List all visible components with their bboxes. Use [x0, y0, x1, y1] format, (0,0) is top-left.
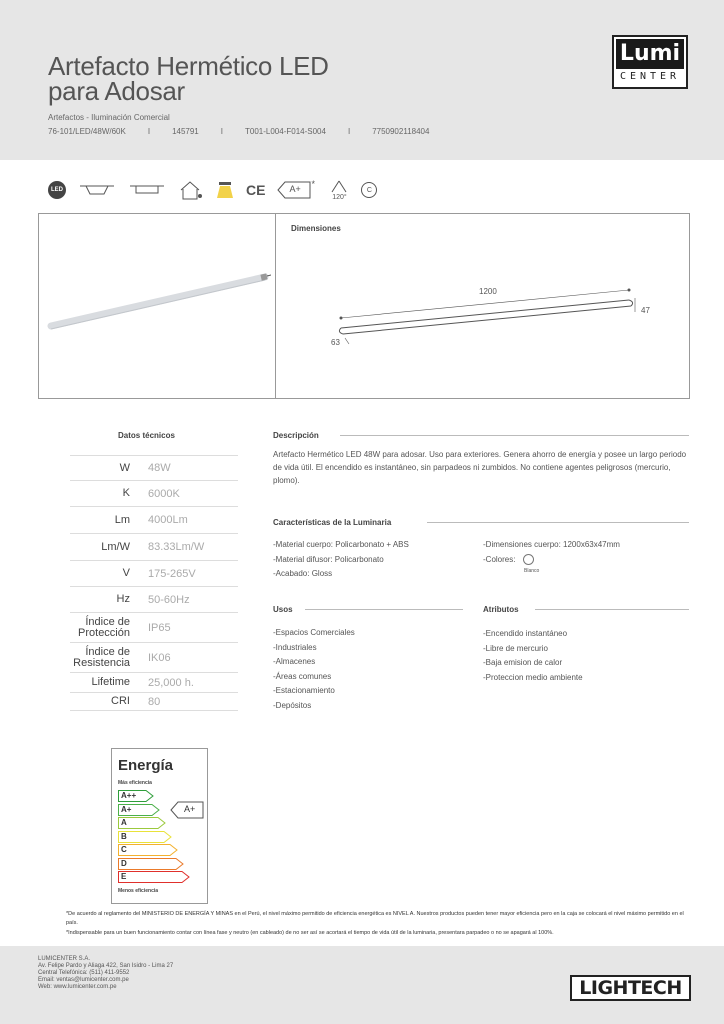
energy-title: Energía — [118, 757, 174, 774]
tech-row — [70, 643, 238, 673]
energy-class-bar — [118, 871, 190, 883]
product-title-line2: para Adosar — [48, 76, 185, 106]
company-info — [38, 956, 173, 991]
beam-angle-icon — [329, 180, 349, 201]
tech-key: W — [119, 461, 130, 474]
code-separator: I — [220, 127, 223, 136]
company-web: Web: www.lumicenter.com.pe — [38, 984, 117, 990]
c-mark-label: C — [366, 186, 372, 194]
product-code: 76-101/LED/48W/60K — [48, 127, 126, 136]
energy-class-bar — [118, 817, 166, 829]
description-title: Descripción — [273, 431, 319, 440]
energy-class-label: A++ — [121, 791, 137, 800]
features-rule — [427, 522, 689, 523]
footnote: *De acuerdo al reglamento del MINISTERIO DE ENERGÍA Y MINAS en el Perú, el nivel máximo permitido de eficiencia energética es NIVEL A. Nuestros productos pueden tener mayor eficiencia pero en la caja se colocará el nivel máximo permitido en el país. — [66, 911, 684, 926]
atributo-item: -Libre de mercurio — [483, 643, 548, 653]
feature-item: -Acabado: Gloss — [273, 569, 333, 578]
atributo-item: -Proteccion medio ambiente — [483, 672, 583, 682]
energy-bottom-label: Menos eficiencia — [118, 888, 159, 894]
feature-item: -Material cuerpo: Policarbonato + ABS — [273, 540, 409, 549]
energy-label-box — [111, 748, 208, 904]
atributos-title: Atributos — [483, 605, 519, 614]
tech-row — [70, 507, 238, 534]
lumicenter-logo — [612, 35, 688, 89]
feature-item: -Material difusor: Policarbonato — [273, 554, 384, 564]
energy-bars — [118, 790, 178, 888]
energy-class-label: A+ — [289, 184, 301, 194]
atributo-item: -Encendido instantáneo — [483, 629, 568, 638]
energy-class-label: C — [121, 845, 127, 854]
tech-value: 50-60Hz — [148, 593, 190, 606]
tech-row — [70, 693, 238, 711]
lightech-brand: LIGHTECH — [579, 977, 682, 999]
footnote: *Indispensable para un buen funcionamiento contar con línea fase y neutro (en cableado) de no ser así se acortará el tiempo de vida útil de la luminaria, presentara parpadeo o no se apagará al 100%. — [66, 930, 554, 936]
company-email: Email: ventas@lumicenter.com.pe — [38, 977, 129, 983]
tech-row — [70, 613, 238, 643]
atributo-item: -Baja emision de calor — [483, 658, 563, 667]
dimension-drawing — [329, 280, 669, 350]
energy-rating-arrow — [170, 801, 204, 819]
tech-data-title: Datos técnicos — [118, 431, 175, 440]
footnotes — [66, 910, 696, 938]
uso-item: -Espacios Comerciales — [273, 628, 355, 637]
color-swatch-white — [523, 554, 534, 565]
product-category: Artefactos - Iluminación Comercial — [48, 113, 170, 122]
code-separator: I — [147, 127, 151, 136]
uso-item: -Depósitos — [273, 700, 312, 710]
description-rule — [340, 435, 689, 436]
feature-item — [483, 553, 620, 568]
led-badge-icon: LED — [48, 181, 66, 199]
company-name: LUMICENTER S.A. — [38, 956, 91, 962]
product-title — [48, 51, 329, 106]
usos-title: Usos — [273, 605, 293, 614]
product-codes — [48, 127, 451, 136]
tech-row — [70, 455, 238, 481]
energy-class-bar — [118, 804, 160, 816]
product-barcode: 7750902118404 — [372, 127, 430, 136]
color-name: Blanco — [524, 568, 540, 574]
energy-class-label: B — [121, 831, 127, 841]
product-title-line1: Artefacto Hermético LED — [48, 51, 329, 81]
features-title: Características de la Luminaria — [273, 518, 392, 527]
description-text: Artefacto Hermético LED 48W para adosar. Uso para exteriores. Genera ahorro de energía y posee un largo periodo de vida útil. El encendido es instantáneo, sin parpadeos ni zumbidos. No contiene agentes peligrosos (mercurio, plomo). — [273, 450, 687, 485]
energy-class-bar — [118, 790, 154, 802]
outdoor-home-icon — [178, 179, 204, 201]
energy-class-bar — [118, 831, 172, 843]
energy-top-label: Más eficiencia — [118, 780, 152, 786]
tech-key: CRI — [111, 695, 130, 707]
logo-top: Lumi — [616, 39, 684, 69]
tech-row — [70, 534, 238, 561]
tech-row — [70, 481, 238, 507]
colors-label: -Colores: — [483, 554, 516, 564]
tech-value: 175-265V — [148, 567, 196, 580]
footer-band — [0, 946, 724, 1024]
tech-value: IK06 — [148, 651, 171, 664]
atributos-rule — [535, 609, 689, 610]
features-left-list — [273, 538, 409, 582]
tech-value: 83.33Lm/W — [148, 541, 205, 553]
tech-key: K — [122, 487, 130, 499]
company-phone: Central Telefónica: (511) 411-9552 — [38, 970, 130, 976]
lightech-logo — [570, 975, 691, 1001]
dimensions-label: Dimensiones — [291, 224, 341, 233]
energy-class-label: E — [121, 872, 127, 881]
energy-class-label: A — [121, 818, 127, 827]
energy-class-label: D — [121, 858, 127, 868]
tech-key: Lifetime — [91, 676, 130, 688]
features-right-list — [483, 538, 620, 567]
tech-value: 6000K — [148, 487, 180, 500]
c-mark-icon — [361, 182, 377, 198]
code-separator: I — [347, 127, 351, 136]
tech-value: 4000Lm — [148, 514, 188, 526]
beam-angle-label: 120° — [332, 193, 347, 201]
product-photo — [45, 264, 271, 344]
uso-item: -Áreas comunes — [273, 671, 332, 681]
atributos-list — [483, 627, 583, 685]
tech-row — [70, 587, 238, 613]
tech-data-table — [70, 455, 238, 711]
usos-rule — [305, 609, 463, 610]
dimension-length: 1200 — [479, 287, 497, 296]
panel-divider — [275, 214, 276, 398]
tech-value: 48W — [148, 462, 171, 474]
tech-key: V — [122, 567, 130, 579]
surface-mount-icon — [128, 183, 166, 197]
tech-key: Lm — [114, 513, 130, 526]
dimension-width: 63 — [331, 338, 340, 347]
tech-value: 25,000 h. — [148, 676, 194, 689]
light-beam-icon — [216, 180, 234, 200]
uso-item: -Industriales — [273, 642, 317, 652]
tech-row — [70, 673, 238, 693]
product-id: 145791 — [172, 127, 199, 136]
energy-class-bar — [118, 844, 178, 856]
product-image-panel — [38, 213, 690, 399]
uso-item: -Almacenes — [273, 657, 316, 666]
energy-class-label: A+ — [121, 804, 132, 814]
header-band — [0, 0, 724, 160]
energy-rating-label: A+ — [184, 804, 196, 814]
company-address: Av. Felipe Pardo y Aliaga 422, San Isidro - Lima 27 — [38, 963, 174, 969]
tech-row — [70, 561, 238, 587]
uso-item: -Estacionamiento — [273, 686, 335, 695]
ce-mark-icon: CE — [246, 182, 266, 198]
usos-list — [273, 626, 355, 713]
recessed-mount-icon — [78, 183, 116, 197]
logo-bottom: CENTER — [619, 71, 681, 82]
tech-key: Lm/W — [101, 540, 130, 553]
product-ref: T001-L004-F014-S004 — [245, 127, 326, 136]
tech-key: Índice de Resistencia — [73, 645, 130, 669]
feature-item: -Dimensiones cuerpo: 1200x63x47mm — [483, 540, 620, 549]
tech-value: 80 — [148, 695, 161, 708]
tech-key: Hz — [116, 593, 130, 605]
dimension-height: 47 — [641, 306, 650, 315]
tech-value: IP65 — [148, 621, 171, 634]
feature-icons-row — [48, 175, 377, 205]
energy-asterisk: * — [311, 179, 315, 189]
energy-class-icon — [277, 179, 315, 199]
tech-key: Índice de Protección — [78, 615, 130, 639]
energy-class-bar — [118, 858, 184, 870]
